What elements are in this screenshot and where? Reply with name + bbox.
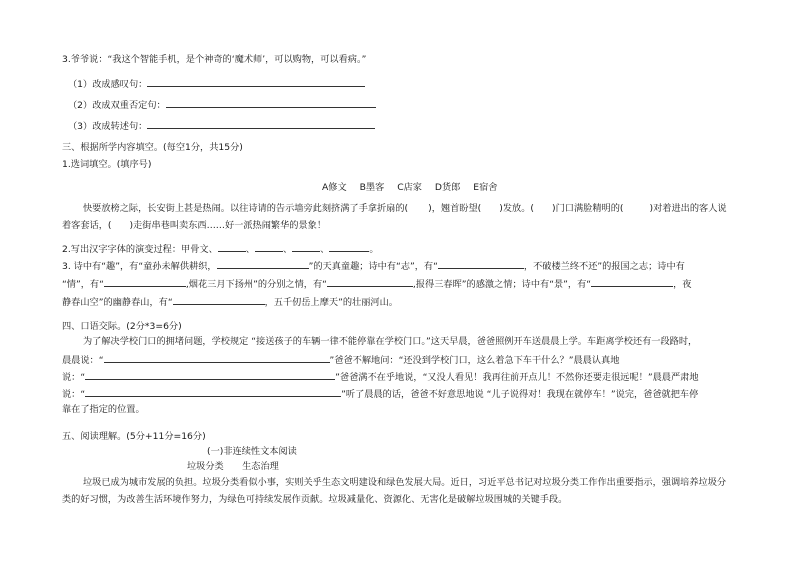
article-line2: 类的好习惯，为改善生活环境作努力，为绿色可持续发展作贡献。垃圾减量化、资源化、无害化是破解垃圾围城的关键手段。 — [62, 494, 568, 505]
section3-title: 三、根据所学内容填空。(每空1分，共15分) — [62, 142, 243, 153]
text: )走街串巷叫卖东西……好一派热闹繁华的景象！ — [129, 220, 327, 231]
answer-blank[interactable] — [104, 277, 186, 287]
choice-b: B墨客 — [359, 182, 385, 193]
article-heading: 垃圾分类 生态治理 — [187, 461, 279, 472]
q3-item-1 — [68, 77, 365, 91]
section4-title: 四、口语交际。(2分*3=6分) — [62, 321, 182, 332]
text: 3. 诗中有“趣”，有“童孙未解供耕织， — [62, 261, 217, 272]
text: ”爸爸满不在乎地说，“又没人看见！我再往前开点儿！不然你还要走很远呢！”晨晨严肃地 — [335, 372, 699, 383]
section5-title: 五、阅读理解。(5分+11分=16分) — [62, 431, 206, 442]
text: ，五千仞岳上摩天”的壮丽河山。 — [264, 297, 398, 308]
text: ,烟花三月下扬州”的分别之情，有“ — [185, 279, 327, 290]
q3-item-3 — [68, 119, 375, 133]
text: 着客套话，( — [62, 220, 112, 231]
fill-paragraph-line1 — [83, 203, 727, 215]
text: 、 — [245, 244, 255, 255]
text: 2.写出汉字字体的演变过程：甲骨文、 — [62, 244, 218, 255]
text: ”听了晨晨的话，爸爸不好意思地说 “儿子说得对！我现在就停车！”说完，爸爸就把车停 — [341, 389, 699, 400]
choice-e: E宿舍 — [473, 182, 498, 193]
text: 、 — [320, 244, 330, 255]
text: 、 — [282, 244, 293, 255]
answer-blank[interactable] — [166, 98, 376, 108]
section4-line3 — [62, 370, 699, 384]
fill-paragraph-line2 — [62, 220, 326, 232]
section4-line5: 靠在了指定的位置。 — [62, 404, 145, 415]
q3-prompt: 3.爷爷说：“我这个智能手机，是个神奇的‘魔术师’，可以购物，可以看病。” — [62, 54, 367, 65]
section3-sub2 — [62, 242, 379, 256]
text: )，翘首盼望( — [428, 203, 482, 214]
section3-sub3-line3 — [62, 295, 398, 309]
text: “情”，有“ — [62, 279, 104, 290]
text: )发放。( — [499, 203, 534, 214]
section4-line2 — [62, 353, 619, 367]
text: ，夜 — [673, 279, 692, 290]
answer-blank[interactable] — [104, 353, 330, 363]
choice-c: C店家 — [397, 182, 422, 193]
text: 晨晨说：“ — [62, 355, 104, 366]
answer-blank[interactable] — [438, 259, 524, 269]
text: ，不破楼兰终不还”的报国之志；诗中有 — [523, 261, 685, 272]
answer-blank[interactable] — [147, 77, 365, 87]
section3-sub3-line2 — [62, 277, 691, 291]
answer-blank[interactable] — [217, 259, 309, 269]
choice-a: A修文 — [322, 182, 347, 193]
article-line1: 垃圾已成为城市发展的负担。垃圾分类看似小事，实则关乎生态文明建设和绿色发展大局。近日，习近平总书记对垃圾分类工作作出重要指示，强调培养垃圾分 — [83, 477, 727, 488]
section3-sub1: 1.选词填空。(填序号) — [62, 159, 152, 170]
q3-item-3-label: （3）改成转述句： — [68, 121, 148, 132]
text: )对着进出的客人说 — [649, 203, 727, 214]
answer-blank[interactable] — [327, 277, 413, 287]
text: ,报得三春晖”的感激之情；诗中有“景”，有“ — [412, 279, 592, 290]
section4-line4 — [62, 387, 698, 401]
answer-blank[interactable] — [147, 119, 375, 129]
q3-item-2 — [68, 98, 376, 112]
choice-d: D货郎 — [434, 182, 461, 193]
section3-sub3-line1 — [62, 259, 685, 273]
section5-sub: (一)非连续性文本阅读 — [207, 446, 297, 457]
word-choices — [322, 182, 507, 194]
answer-blank[interactable] — [218, 242, 246, 252]
text: )门口满脸精明的( — [552, 203, 624, 214]
answer-blank[interactable] — [329, 242, 369, 252]
section4-line1: 为了解决学校门口的拥堵问题，学校规定 “接送孩子的车辆一律不能停靠在学校门口。”这天早晨，爸爸照例开车送晨晨上学。车距离学校还有一段路时， — [83, 336, 698, 347]
answer-blank[interactable] — [591, 277, 673, 287]
text: 静春山空”的幽静春山，有“ — [62, 297, 173, 308]
q3-item-1-label: （1）改成感叹句： — [68, 79, 148, 90]
text: 说：“ — [62, 372, 86, 383]
answer-blank[interactable] — [85, 370, 335, 380]
answer-blank[interactable] — [173, 295, 265, 305]
text: ”爸爸不解地问：“还没到学校门口，这么着急下车干什么？”晨晨认真地 — [329, 355, 620, 366]
text: ”的天真童趣；诗中有“志”，有“ — [308, 261, 438, 272]
text: 说：“ — [62, 389, 86, 400]
answer-blank[interactable] — [85, 387, 341, 397]
text: 。 — [369, 244, 379, 255]
text: 快要放榜之际，长安街上甚是热闹。以往诗请的告示墙旁此刻挤满了手拿折扇的( — [83, 203, 409, 214]
q3-item-2-label: （2）改成双重否定句： — [68, 100, 166, 111]
answer-blank[interactable] — [255, 242, 283, 252]
answer-blank[interactable] — [292, 242, 320, 252]
